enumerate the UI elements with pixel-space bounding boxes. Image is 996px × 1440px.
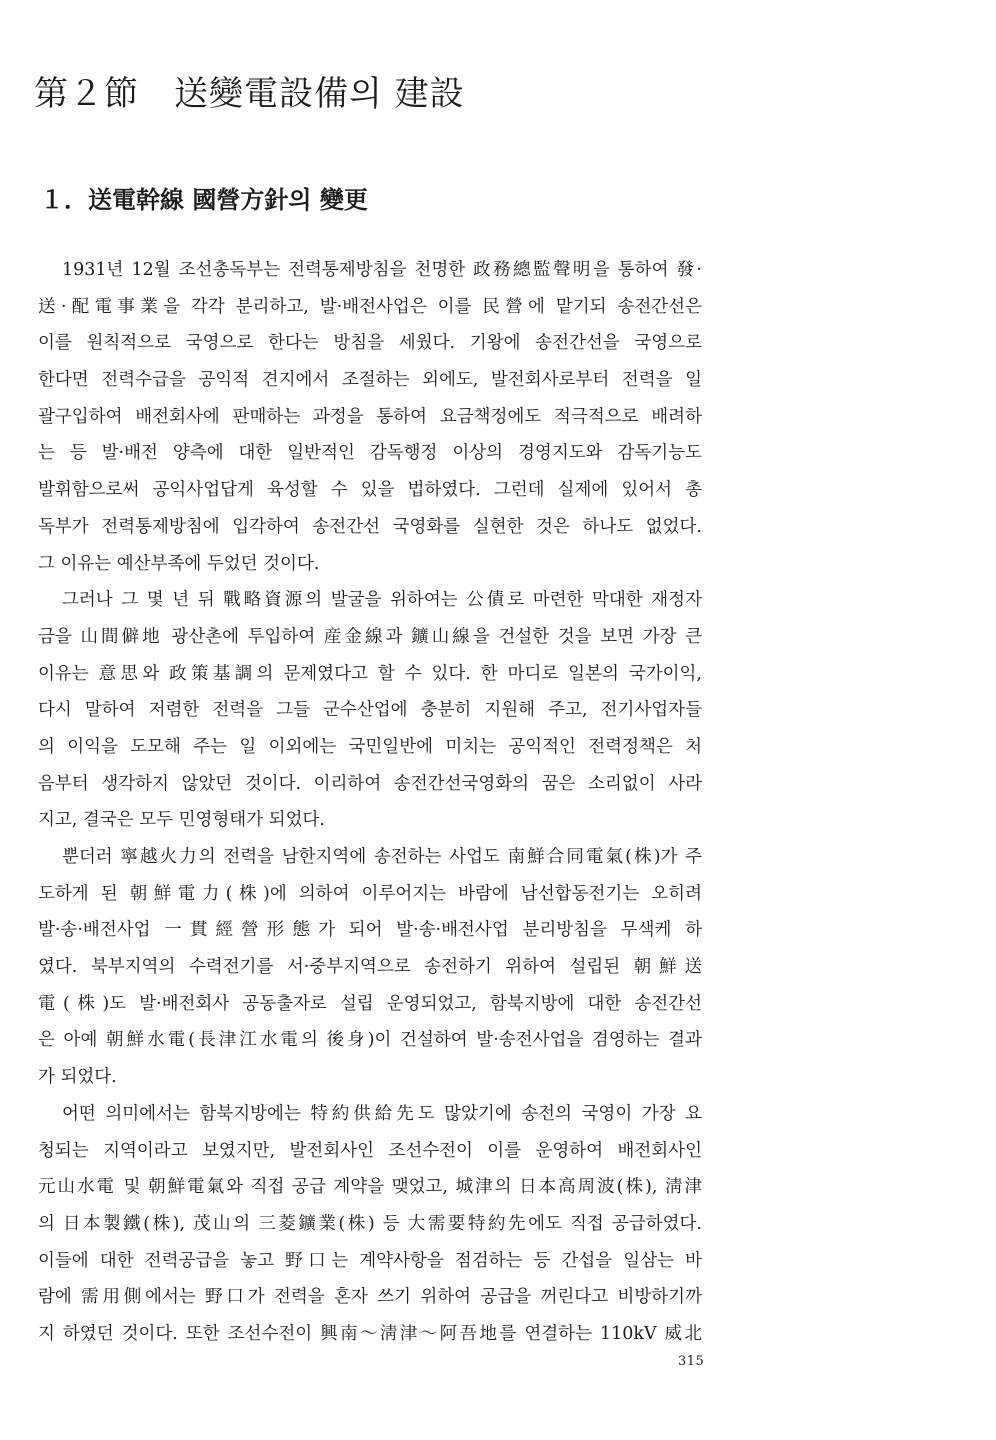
- text-line: 발휘함으로써 공익사업답게 육성할 수 있을 법하였다. 그런데 실제에 있어서 총: [38, 480, 702, 501]
- text-line: 도하게 된 朝鮮電力(株)에 의하여 이루어지는 바람에 남선합동전기는 오히려: [38, 883, 702, 904]
- text-line: 1931년 12월 조선총독부는 전력통제방침을 천명한 政務總監聲明을 통하여 發·: [62, 260, 702, 280]
- section-title: 第２節 送變電設備의 建設: [34, 74, 465, 114]
- text-line: 이들에 대한 전력공급을 놓고 野口는 계약사항을 점검하는 등 간섭을 일삼는 바: [38, 1250, 702, 1271]
- text-line: 어떤 의미에서는 함북지방에는 特約供給先도 많았기에 송전의 국영이 가장 요: [62, 1103, 702, 1124]
- text-line: 였다. 북부지역의 수력전기를 서·중부지역으로 송전하기 위하여 설립된 朝鮮送: [38, 957, 702, 978]
- text-line: 청되는 지역이라고 보였지만, 발전회사인 조선수전이 이를 운영하여 배전회사인: [38, 1140, 702, 1161]
- page-number: 315: [678, 1354, 705, 1369]
- text-line: 그러나 그 몇 년 뒤 戰略資源의 발굴을 위하여는 公債로 마련한 막대한 재정자: [62, 590, 702, 611]
- text-line: 은 아예 朝鮮水電(長津江水電의 後身)이 건설하여 발·송전사업을 겸영하는 결과: [38, 1030, 702, 1051]
- body-text: [38, 252, 702, 1353]
- text-line: 그 이유는 예산부족에 두었던 것이다.: [38, 553, 320, 574]
- text-line: 元山水電 및 朝鮮電氣와 직접 공급 계약을 맺었고, 城津의 日本高周波(株), 淸津: [38, 1177, 702, 1198]
- text-line: 뿐더러 寧越火力의 전력을 남한지역에 송전하는 사업도 南鮮合同電氣(株)가 주: [62, 847, 702, 867]
- text-line: 지고, 결국은 모두 민영형태가 되었다.: [38, 810, 325, 831]
- text-line: 이를 원칙적으로 국영으로 한다는 방침을 세웠다. 기왕에 송전간선을 국영으로: [38, 333, 702, 354]
- text-line: 괄구입하여 배전회사에 판매하는 과정을 통하여 요금책정에도 적극적으로 배려하: [38, 406, 702, 427]
- text-line: 지 하였던 것이다. 또한 조선수전이 興南～淸津～阿吾地를 연결하는 110kV 威北: [38, 1323, 702, 1344]
- text-line: 다시 말하여 저렴한 전력을 그들 군수산업에 충분히 지원해 주고, 전기사업자들: [38, 700, 702, 721]
- text-line: 음부터 생각하지 않았던 것이다. 이리하여 송전간선국영화의 꿈은 소리없이 사라: [38, 773, 702, 794]
- subsection-title: １．送電幹線 國營方針의 變更: [40, 185, 368, 214]
- text-line: 람에 需用側에서는 野口가 전력을 혼자 쓰기 위하여 공급을 꺼린다고 비방하기까: [38, 1287, 702, 1308]
- text-line: 금을 山間僻地 광산촌에 투입하여 産金線과 鑛山線을 건설한 것을 보면 가장 큰: [38, 626, 702, 647]
- text-line: 의 日本製鐵(株), 茂山의 三菱鑛業(株) 등 大需要特約先에도 직접 공급하였다.: [38, 1213, 702, 1234]
- text-line: 발·송·배전사업 一貫經營形態가 되어 발·송·배전사업 분리방침을 무색케 하: [38, 920, 702, 941]
- text-line: 의 이익을 도모해 주는 일 이외에는 국민일반에 미치는 공익적인 전력정책은 처: [38, 736, 702, 757]
- text-line: 電(株)도 발·배전회사 공동출자로 설립 운영되었고, 함북지방에 대한 송전간선: [38, 993, 702, 1014]
- text-line: 가 되었다.: [38, 1067, 117, 1088]
- text-line: 이유는 意思와 政策基調의 문제였다고 할 수 있다. 한 마디로 일본의 국가이익,: [38, 663, 702, 684]
- text-line: 한다면 전력수급을 공익적 견지에서 조절하는 외에도, 발전회사로부터 전력을 일: [38, 370, 702, 391]
- text-line: 독부가 전력통제방침에 입각하여 송전간선 국영화를 실현한 것은 하나도 없었다.: [38, 516, 702, 537]
- text-line: 送·配電事業을 각각 분리하고, 발·배전사업은 이를 民營에 맡기되 송전간선은: [38, 296, 702, 317]
- text-line: 는 등 발·배전 양측에 대한 일반적인 감독행정 이상의 경영지도와 감독기능도: [38, 443, 702, 464]
